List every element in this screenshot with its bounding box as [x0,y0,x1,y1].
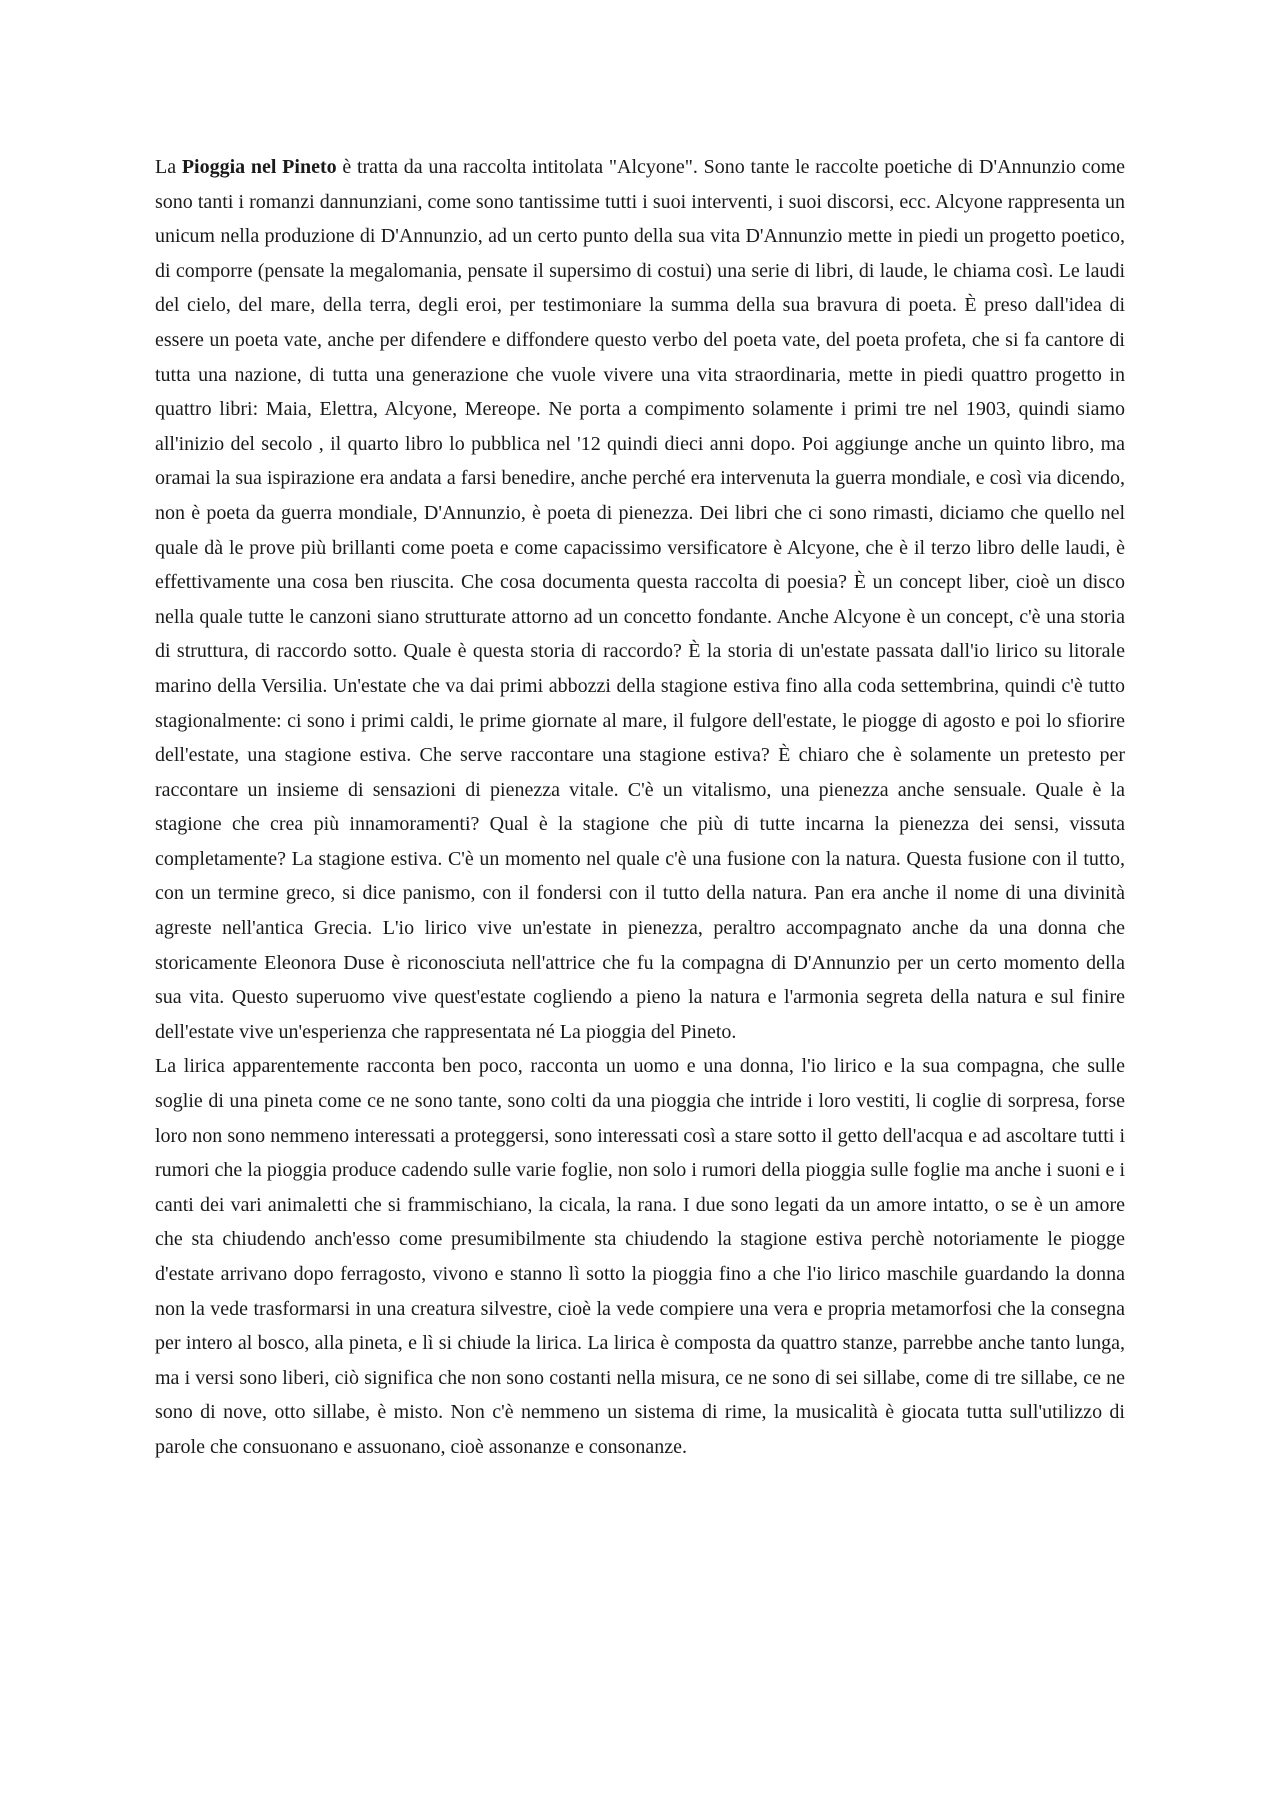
paragraph-2-text: La lirica apparentemente racconta ben poco, racconta un uomo e una donna, l'io lirico e la sua compagna, che sulle soglie di una pineta come ce ne sono tante, sono colti da una pioggia che intride i loro vestiti, li coglie di sorpresa, forse loro non sono nemmeno interessati a proteggersi, sono interessati così a stare sotto il getto dell'acqua e ad ascoltare tutti i rumori che la pioggia produce cadendo sulle varie foglie, non solo i rumori della pioggia sulle foglie ma anche i suoni e i canti dei vari animaletti che si frammischiano, la cicala, la rana. I due sono legati da un amore intatto, o se è un amore che sta chiudendo anch'esso come presumibilmente sta chiudendo la stagione estiva perchè notoriamente le piogge d'estate arrivano dopo ferragosto, vivono e stanno lì sotto la pioggia fino a che l'io lirico maschile guardando la donna non la vede trasformarsi in una creatura silvestre, cioè la vede compiere una vera e propria metamorfosi che la consegna per intero al bosco, alla pineta, e lì si chiude la lirica. La lirica è composta da quattro stanze, parrebbe anche tanto lunga, ma i versi sono liberi, ciò significa che non sono costanti nella misura, ce ne sono di sei sillabe, come di tre sillabe, ce ne sono di nove, otto sillabe, è misto. Non c'è nemmeno un sistema di rime, la musicalità è giocata tutta sull'utilizzo di parole che consuonano e assuonano, cioè assonanze e consonanze. [155,1055,1125,1458]
poem-title: Pioggia nel Pineto [181,156,337,178]
paragraph-1-text: è tratta da una raccolta intitolata "Alcyone". Sono tante le raccolte poetiche di D'Annunzio come sono tanti i romanzi dannunziani, come sono tantissime tutti i suoi interventi, i suoi discorsi, ecc. Alcyone rappresenta un unicum nella produzione di D'Annunzio, ad un certo punto della sua vita D'Annunzio mette in piedi un progetto poetico, di comporre (pensate la megalomania, pensate il supersimo di costui) una serie di libri, di laude, le chiama così. Le laudi del cielo, del mare, della terra, degli eroi, per testimoniare la summa della sua bravura di poeta. È preso dall'idea di essere un poeta vate, anche per difendere e diffondere questo verbo del poeta vate, del poeta profeta, che si fa cantore di tutta una nazione, di tutta una generazione che vuole vivere una vita straordinaria, mette in piedi quattro progetto in quattro libri: Maia, Elettra, Alcyone, Mereope. Ne porta a compimento solamente i primi tre nel 1903, quindi siamo all'inizio del secolo , il quarto libro lo pubblica nel '12 quindi dieci anni dopo. Poi aggiunge anche un quinto libro, ma oramai la sua ispirazione era andata a farsi benedire, anche perché era intervenuta la guerra mondiale, e così via dicendo, non è poeta da guerra mondiale, D'Annunzio, è poeta di pienezza. Dei libri che ci sono rimasti, diciamo che quello nel quale dà le prove più brillanti come poeta e come capacissimo versificatore è Alcyone, che è il terzo libro delle laudi, è effettivamente una cosa ben riuscita. Che cosa documenta questa raccolta di poesia? È un concept liber, cioè un disco nella quale tutte le canzoni siano strutturate attorno ad un concetto fondante. Anche Alcyone è un concept, c'è una storia di struttura, di raccordo sotto. Quale è questa storia di raccordo? È la storia di un'estate passata dall'io lirico su litorale marino della Versilia. Un'estate che va dai primi abbozzi della stagione estiva fino alla coda settembrina, quindi c'è tutto stagionalmente: ci sono i primi caldi, le prime giornate al mare, il fulgore dell'estate, le piogge di agosto e poi lo sfiorire dell'estate, una stagione estiva. Che serve raccontare una stagione estiva? È chiaro che è solamente un pretesto per raccontare un insieme di sensazioni di pienezza vitale. C'è un vitalismo, una pienezza anche sensuale. Quale è la stagione che crea più innamoramenti? Qual è la stagione che più di tutte incarna la pienezza dei sensi, vissuta completamente? La stagione estiva. C'è un momento nel quale c'è una fusione con la natura. Questa fusione con il tutto, con un termine greco, si dice panismo, con il fondersi con il tutto della natura. Pan era anche il nome di una divinità agreste nell'antica Grecia. L'io lirico vive un'estate in pienezza, peraltro accompagnato anche da una donna che storicamente Eleonora Duse è riconosciuta nell'attrice che fu la compagna di D'Annunzio per un certo momento della sua vita. Questo superuomo vive quest'estate cogliendo a pieno la natura e l'armonia segreta della natura e sul finire dell'estate vive un'esperienza che rappresentata né La pioggia del Pineto. [155,156,1126,1043]
paragraph-2 [155,1049,1125,1464]
document-page [155,150,1125,1465]
paragraph-1 [155,150,1125,1049]
paragraph-1-prefix: La [155,156,182,178]
